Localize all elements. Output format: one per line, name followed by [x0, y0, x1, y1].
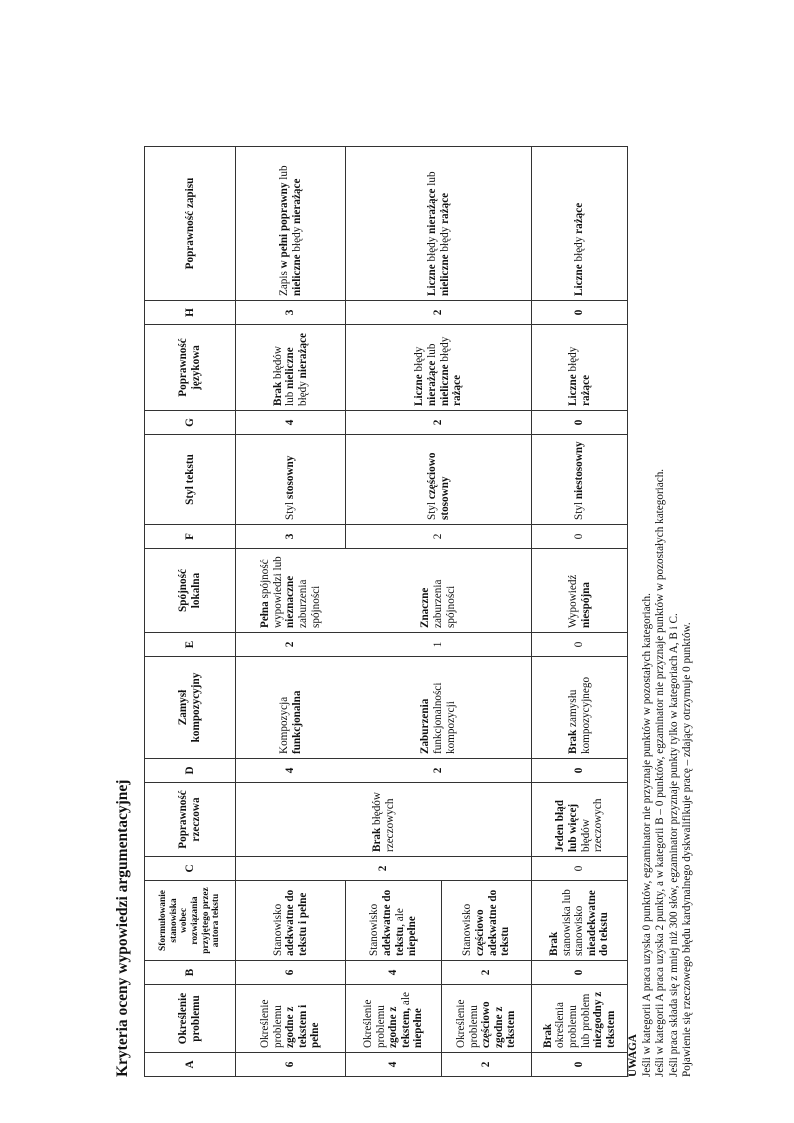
page-title: Kryteria oceny wypowiedzi argumentacyjnej — [114, 779, 131, 1077]
score-b4: 4 — [346, 961, 442, 985]
cell-d0: Brak zamysłu kompozycyjnego — [532, 657, 628, 759]
notes-heading: UWAGA — [627, 1034, 639, 1077]
score-h0: 0 — [532, 301, 628, 325]
score-h2: 2 — [346, 301, 532, 325]
score-e1: 1 — [346, 633, 532, 657]
note-line: Pojawienie się rzeczowego błędu kardynalnego dyskwalifikuje pracę – zdający otrzymuje 0 punktów. — [681, 622, 694, 1077]
cell-e0: Wypowiedź niespójna — [532, 549, 628, 633]
score-g4: 4 — [236, 411, 346, 435]
score-c2: 2 — [236, 857, 532, 881]
score-b6: 6 — [236, 961, 346, 985]
note-line: Jeśli w kategorii A praca uzyska 0 punktów, egzaminator nie przyznaje punktów w pozostałych kategoriach. — [640, 593, 653, 1077]
score-f3: 3 — [236, 525, 346, 549]
header-e-label: Spójność lokalna — [145, 549, 236, 633]
note-line: Jeśli praca składa się z mniej niż 300 słów, egzaminator przyznaje punkty tylko w kategoriach A, B i C. — [667, 613, 680, 1077]
cell-g2: Liczne błędy nierażące lub nieliczne błędy rażące — [346, 325, 532, 411]
cell-g0: Liczne błędy rażące — [532, 325, 628, 411]
cell-a2: Określenie problemu częściowo zgodne z tekstem — [442, 985, 532, 1053]
score-b0: 0 — [532, 961, 628, 985]
score-f2: 2 — [346, 525, 532, 549]
score-d4: 4 — [236, 759, 346, 783]
cell-d4: Kompozycja funkcjonalna — [236, 657, 346, 759]
cell-f3: Styl stosowny — [236, 435, 346, 525]
score-a6: 6 — [236, 1053, 346, 1077]
header-f-label: Styl tekstu — [145, 435, 236, 525]
header-f: F — [145, 525, 236, 549]
score-a2: 2 — [442, 1053, 532, 1077]
notes-section — [627, 147, 695, 1077]
table-row — [236, 147, 346, 1077]
header-h-label: Poprawność zapisu — [145, 147, 236, 301]
header-a-label: Określenie problemu — [145, 985, 236, 1053]
header-c: C — [145, 857, 236, 881]
header-e: E — [145, 633, 236, 657]
note-line: Jeśli w kategorii A praca uzyska 2 punkty, a w kategorii B – 0 punktów, egzaminator nie przyznaje punktów w pozostałych kategoriach. — [654, 468, 667, 1077]
header-a: A — [145, 1053, 236, 1077]
score-h3: 3 — [236, 301, 346, 325]
cell-b0: Brak stanowiska lub stanowisko nieadekwatne do tekstu — [532, 881, 628, 961]
cell-d2: Zaburzenia funkcjonalności kompozycji — [346, 657, 532, 759]
cell-b2: Stanowisko częściowo adekwatne do tekstu — [442, 881, 532, 961]
header-c-label: Poprawność rzeczowa — [145, 783, 236, 857]
header-g: G — [145, 411, 236, 435]
score-a0: 0 — [532, 1053, 628, 1077]
cell-a4: Określenie problemu zgodne z tekstem, ale niepełne — [346, 985, 442, 1053]
cell-a0: Brak określenia problemu lub problem niezgodny z tekstem — [532, 985, 628, 1053]
score-d2: 2 — [346, 759, 532, 783]
score-a4: 4 — [346, 1053, 442, 1077]
cell-h2: Liczne błędy nierażące lub nieliczne błędy rażące — [346, 147, 532, 301]
cell-h0: Liczne błędy rażące — [532, 147, 628, 301]
cell-h3: Zapis w pełni poprawny lub nieliczne błędy nierażące — [236, 147, 346, 301]
score-e0: 0 — [532, 633, 628, 657]
score-d0: 0 — [532, 759, 628, 783]
rotated-page-content — [110, 147, 710, 1077]
header-b: B — [145, 961, 236, 985]
score-b2: 2 — [442, 961, 532, 985]
score-c0: 0 — [532, 857, 628, 881]
cell-b4: Stanowisko adekwatne do tekstu, ale niepełne — [346, 881, 442, 961]
score-g0: 0 — [532, 411, 628, 435]
criteria-table — [144, 146, 628, 1077]
table-row — [346, 147, 442, 1077]
cell-e1: Znaczne zaburzenia spójności — [346, 549, 532, 633]
header-row — [145, 147, 236, 1077]
score-f0: 0 — [532, 525, 628, 549]
score-g2: 2 — [346, 411, 532, 435]
cell-e2: Pełna spójność wypowiedzi lub nieznaczne zaburzenia spójności — [236, 549, 346, 633]
header-h: H — [145, 301, 236, 325]
cell-b6: Stanowisko adekwatne do tekstu i pełne — [236, 881, 346, 961]
cell-c2: Brak błędów rzeczowych — [236, 783, 532, 857]
header-b-label: Sformułowanie stanowiska wobec rozwiązania przyjętego przez autora tekstu — [145, 881, 236, 961]
header-d: D — [145, 759, 236, 783]
cell-a6: Określenie problemu zgodne z tekstem i pełne — [236, 985, 346, 1053]
cell-f0: Styl niestosowny — [532, 435, 628, 525]
score-e2: 2 — [236, 633, 346, 657]
cell-c0: Jeden błąd lub więcej błędów rzeczowych — [532, 783, 628, 857]
header-g-label: Poprawność językowa — [145, 325, 236, 411]
table-row — [532, 147, 628, 1077]
cell-g4: Brak błędów lub nieliczne błędy nierażące — [236, 325, 346, 411]
cell-f2: Styl częściowo stosowny — [346, 435, 532, 525]
header-d-label: Zamysł kompozycyjny — [145, 657, 236, 759]
